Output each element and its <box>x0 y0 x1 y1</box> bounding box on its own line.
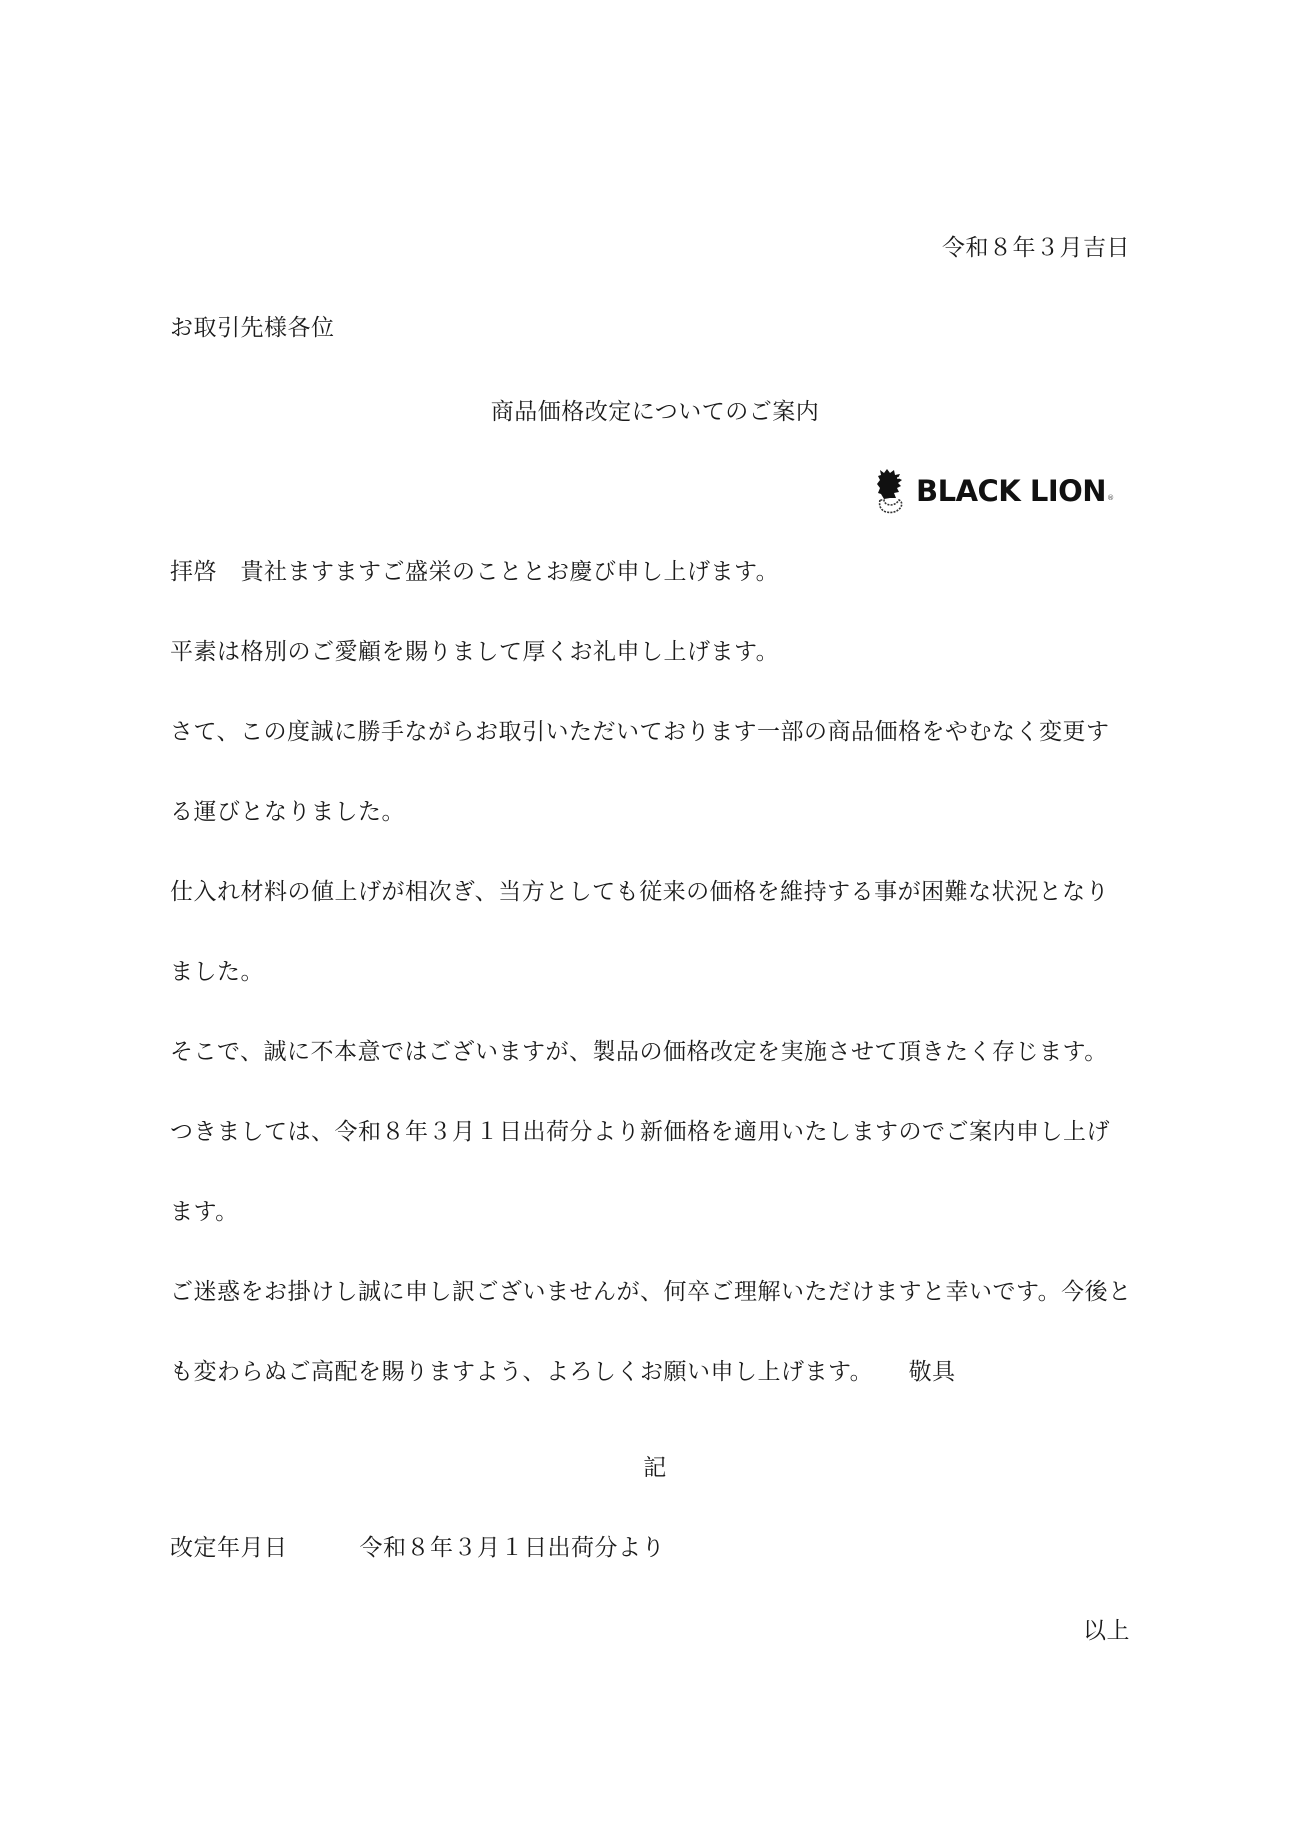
body-line: さて、この度誠に勝手ながらお取引いただいております一部の商品価格をやむなく変更す <box>170 719 1110 745</box>
company-logo <box>874 466 1114 516</box>
registered-mark: ® <box>1107 494 1115 502</box>
closing: 以上 <box>1083 1618 1130 1644</box>
body-line: ます。 <box>170 1199 239 1225</box>
body-line: る運びとなりました。 <box>170 799 405 825</box>
revision-value: 令和８年３月１日出荷分より <box>359 1535 665 1561</box>
body-line: ました。 <box>170 959 264 985</box>
lion-emblem-icon <box>874 467 906 515</box>
document-date: 令和８年３月吉日 <box>942 235 1130 261</box>
revision-label: 改定年月日 <box>170 1535 288 1561</box>
body-line: 仕入れ材料の値上げが相次ぎ、当方としても従来の価格を維持する事が困難な状況となり <box>170 879 1110 905</box>
revision-date-row <box>170 1533 665 1563</box>
body-line: も変わらぬご高配を賜りますよう、よろしくお願い申し上げます。 敬具 <box>170 1359 956 1385</box>
document-title: 商品価格改定についてのご案内 <box>490 399 820 425</box>
logo-text: BLACK LION <box>916 474 1107 508</box>
body-line: ご迷惑をお掛けし誠に申し訳ございませんが、何卒ご理解いただけますと幸いです。今後と <box>170 1279 1132 1305</box>
ki-heading: 記 <box>643 1455 667 1481</box>
body-line: そこで、誠に不本意ではございますが、製品の価格改定を実施させて頂きたく存じます。 <box>170 1039 1108 1065</box>
body-line: 拝啓 貴社ますますご盛栄のこととお慶び申し上げます。 <box>170 559 780 585</box>
body-line: 平素は格別のご愛顧を賜りまして厚くお礼申し上げます。 <box>170 639 780 665</box>
recipient: お取引先様各位 <box>170 315 335 341</box>
body-line: つきましては、令和８年３月１日出荷分より新価格を適用いたしますのでご案内申し上げ <box>170 1119 1110 1145</box>
